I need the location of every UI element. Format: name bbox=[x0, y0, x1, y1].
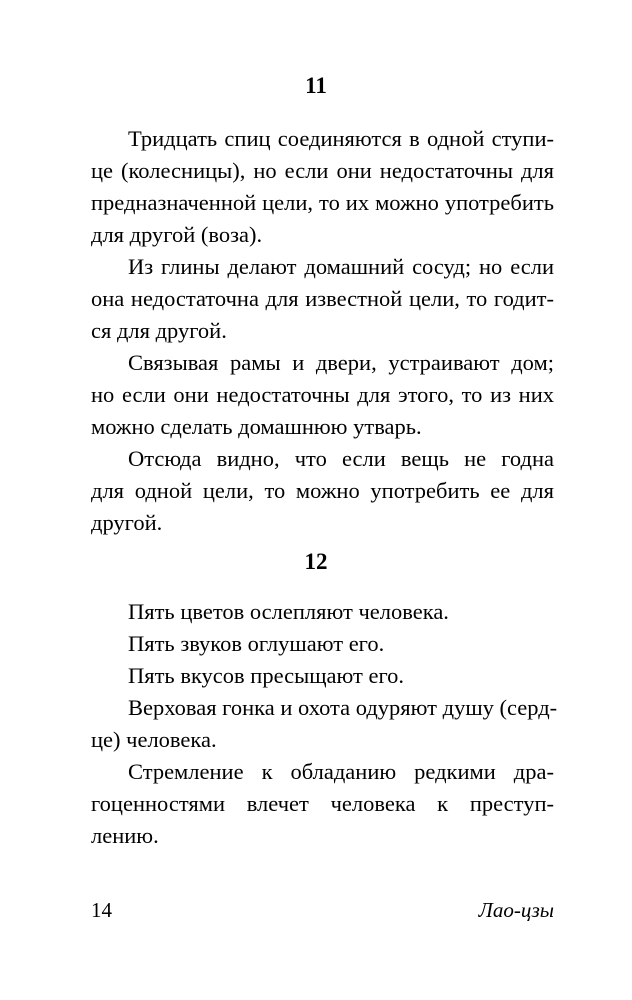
text-line: лению. bbox=[91, 823, 159, 848]
text-line: це) человека. bbox=[91, 727, 217, 752]
chapter-number-11: 11 bbox=[305, 73, 327, 98]
page-number: 14 bbox=[91, 898, 112, 922]
text-line: Пять звуков оглушают его. bbox=[128, 631, 385, 656]
text-line: для одной цели, то можно употребить ее для bbox=[91, 478, 554, 503]
text-line: другой. bbox=[91, 510, 163, 535]
running-title: Лао-цзы bbox=[478, 898, 554, 922]
text-line: Пять вкусов пресыщают его. bbox=[128, 663, 405, 688]
text-line: Пять цветов ослепляют человека. bbox=[128, 599, 449, 624]
text-line: це (колесницы), но если они недостаточны для bbox=[91, 158, 554, 183]
chapter-number-12: 12 bbox=[304, 549, 328, 574]
text-line: предназначенной цели, то их можно употребить bbox=[91, 190, 554, 215]
text-line: Отсюда видно, что если вещь не годна bbox=[128, 446, 554, 471]
text-line: Верховая гонка и охота одуряют душу (серд- bbox=[128, 695, 558, 720]
text-line: Связывая рамы и двери, устраивают дом; bbox=[128, 350, 554, 375]
text-line: Тридцать спиц соединяются в одной ступи- bbox=[128, 126, 554, 151]
text-line: можно сделать домашнюю утварь. bbox=[91, 414, 422, 439]
text-line: для другой (воза). bbox=[91, 222, 263, 247]
text-line: но если они недостаточны для этого, то из них bbox=[91, 382, 554, 407]
text-line: Из глины делают домашний сосуд; но если bbox=[128, 254, 554, 279]
text-line: ся для другой. bbox=[91, 318, 227, 343]
text-line: гоценностями влечет человека к преступ- bbox=[91, 791, 554, 816]
text-line: Стремление к обладанию редкими дра- bbox=[128, 759, 554, 784]
text-line: она недостаточна для известной цели, то годит- bbox=[91, 286, 554, 311]
